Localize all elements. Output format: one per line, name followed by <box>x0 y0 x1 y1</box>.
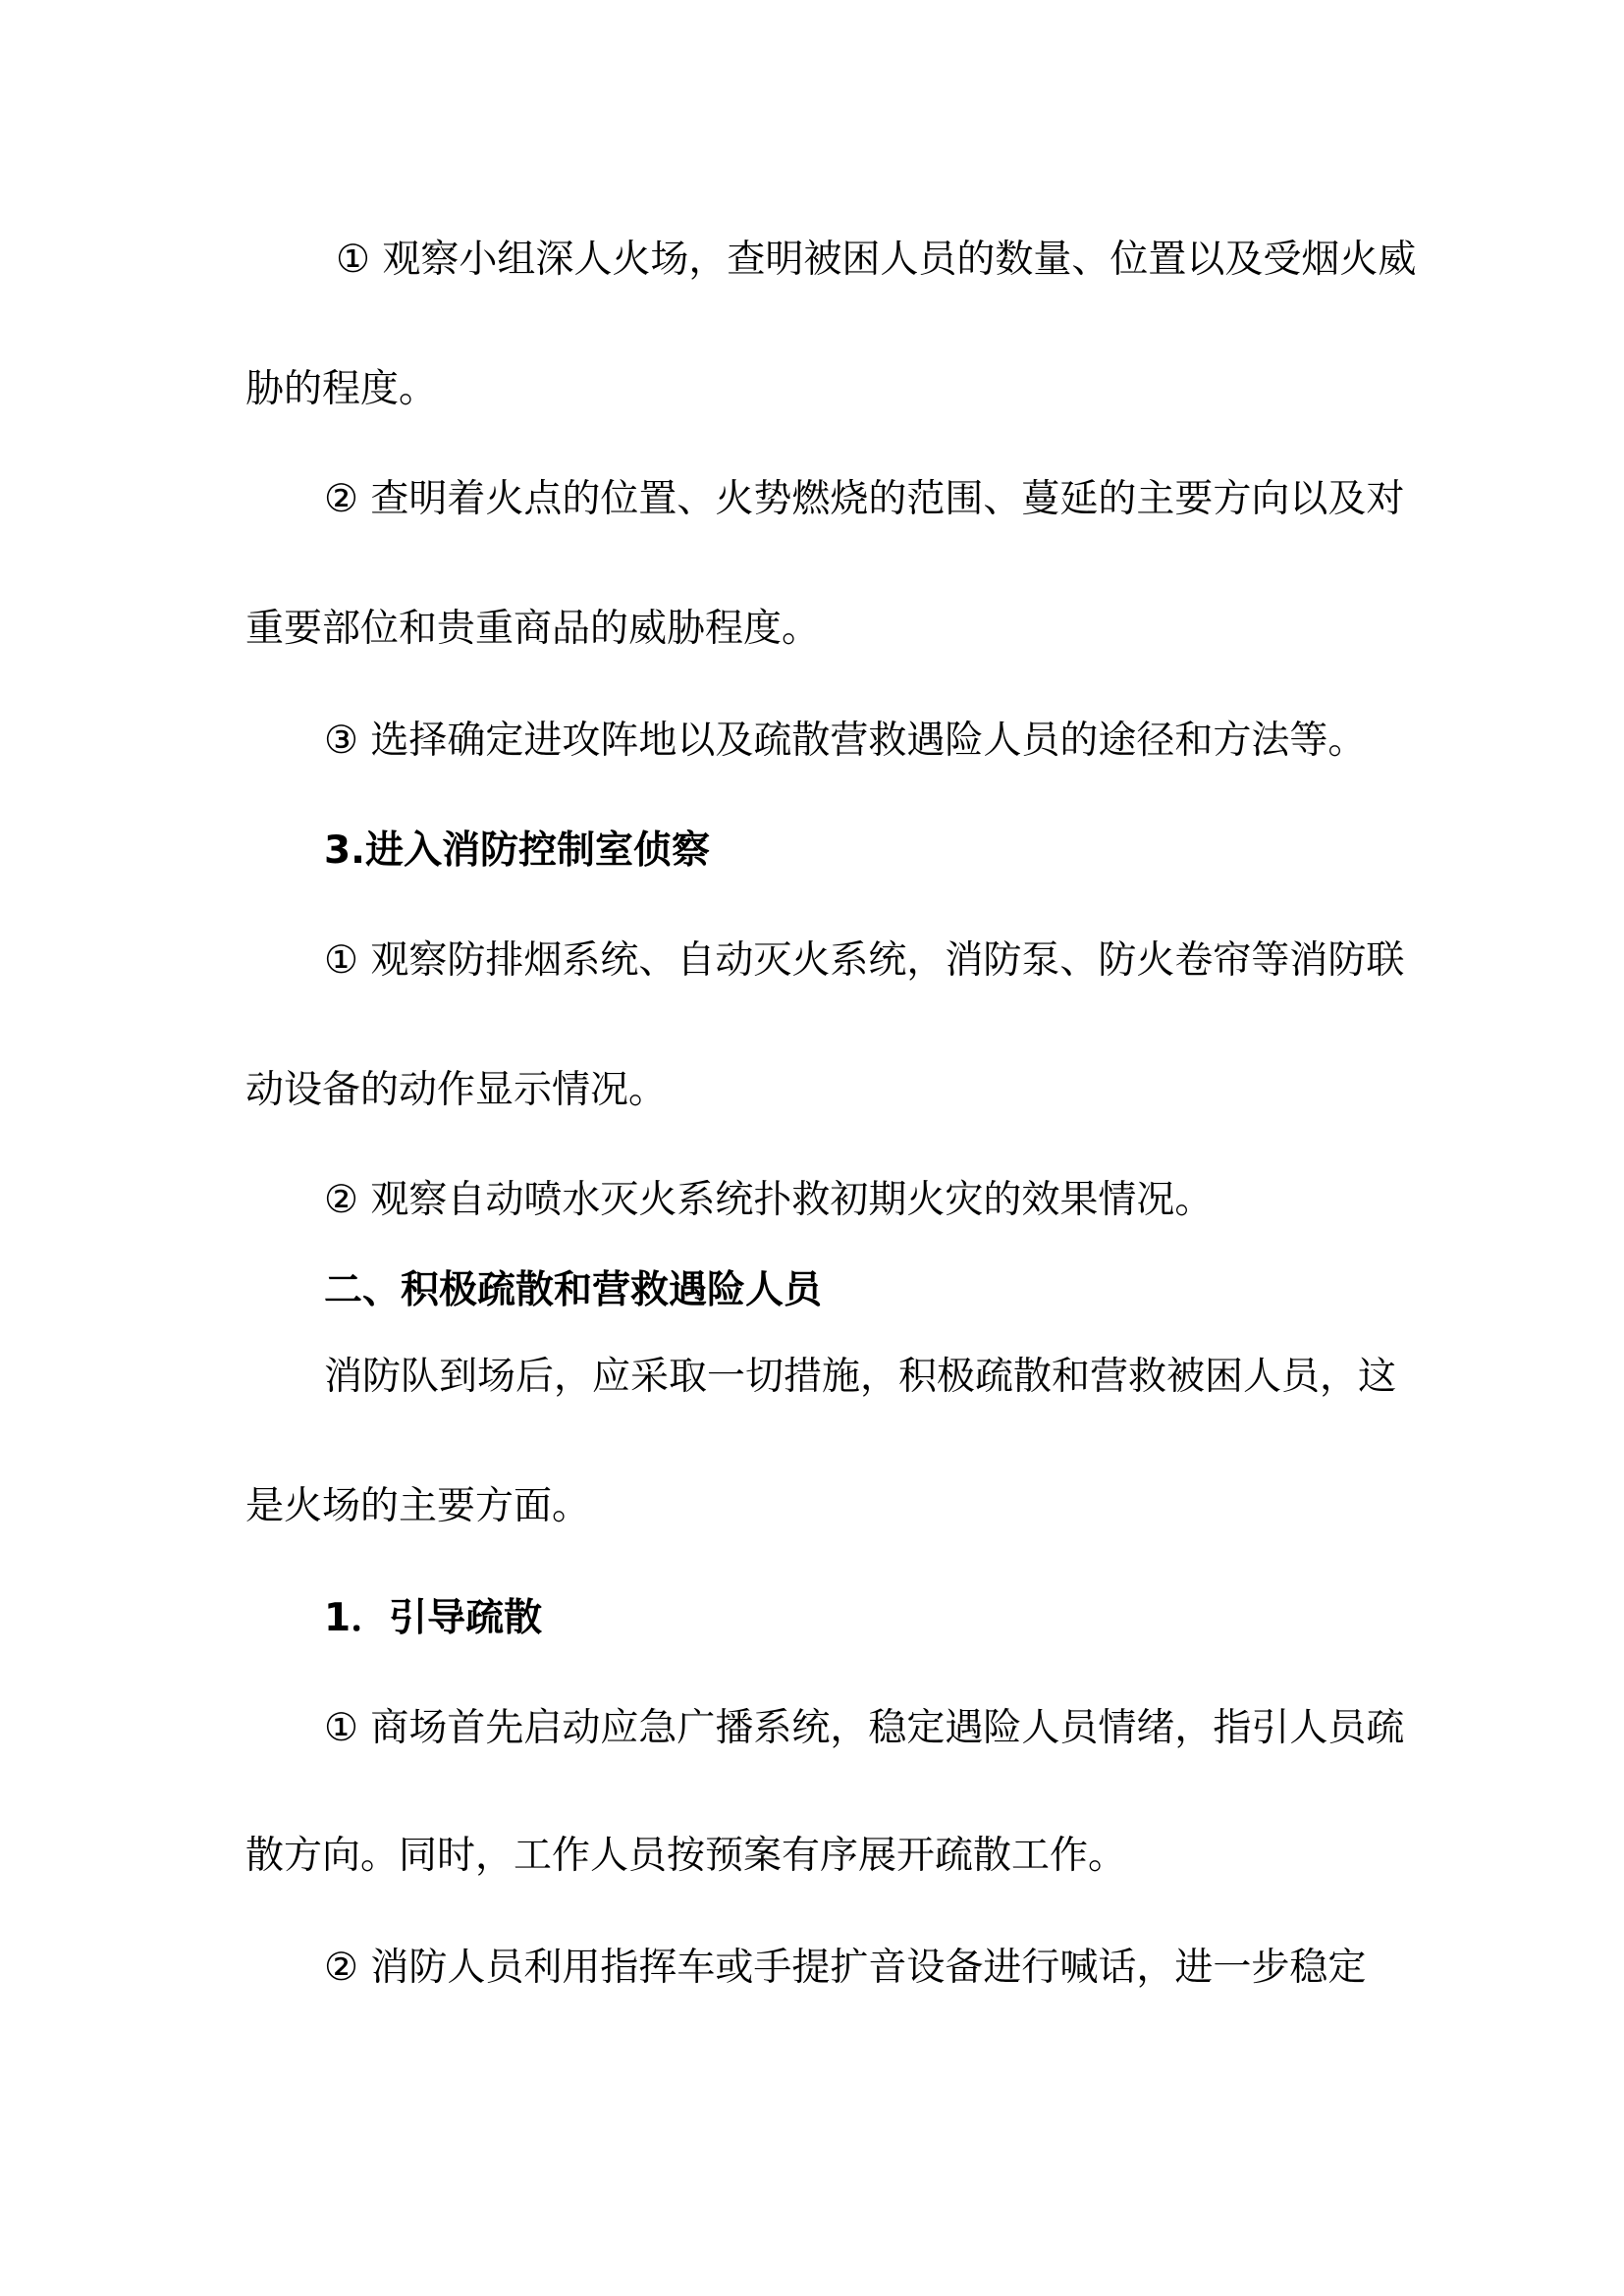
paragraph-line: ② 观察自动喷水灭火系统扑救初期火灾的效果情况。 <box>324 1178 1214 1222</box>
paragraph-line: ② 消防人员利用指挥车或手提扩音设备进行喊话，进一步稳定 <box>324 1946 1367 1990</box>
paragraph-line: ① 商场首先启动应急广播系统，稳定遇险人员情绪，指引人员疏 <box>324 1706 1405 1750</box>
paragraph-line: ③ 选择确定进攻阵地以及疏散营救遇险人员的途径和方法等。 <box>324 719 1367 763</box>
section-heading: 3.进入消防控制室侦察 <box>324 828 710 873</box>
paragraph-line: 是火场的主要方面。 <box>245 1484 591 1528</box>
paragraph-line: 胁的程度。 <box>245 367 438 411</box>
section-heading: 1．引导疏散 <box>324 1596 543 1640</box>
paragraph-line: ① 观察小组深人火场，查明被困人员的数量、位置以及受烟火威 <box>336 238 1417 282</box>
paragraph-line: 重要部位和贵重商品的威胁程度。 <box>245 607 821 651</box>
paragraph-line: 消防队到场后，应采取一切措施，积极疏散和营救被困人员，这 <box>324 1355 1397 1399</box>
section-heading: 二、积极疏散和营救遇险人员 <box>324 1268 823 1312</box>
paragraph-line: ① 观察防排烟系统、自动灭火系统，消防泵、防火卷帘等消防联 <box>324 938 1405 983</box>
paragraph-line: ② 查明着火点的位置、火势燃烧的范围、蔓延的主要方向以及对 <box>324 477 1405 521</box>
paragraph-line: 动设备的动作显示情况。 <box>245 1068 668 1112</box>
paragraph-line: 散方向。同时，工作人员按预案有序展开疏散工作。 <box>245 1834 1127 1878</box>
